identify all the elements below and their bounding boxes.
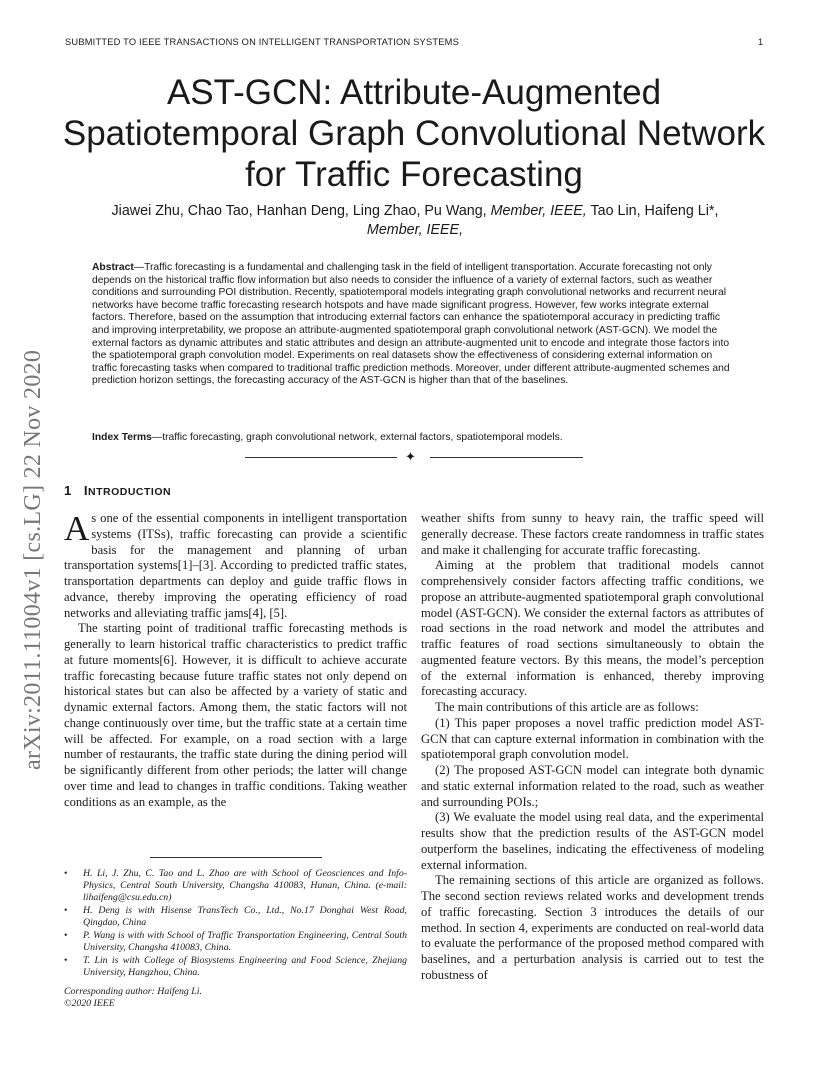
- paper-title: AST-GCN: Attribute-Augmented Spatiotemporal Graph Convolutional Network for Traffic Forecasting: [62, 73, 766, 194]
- separator-rule-right: [430, 457, 583, 458]
- footnote-item: • H. Li, J. Zhu, C. Tao and L. Zhao are with School of Geosciences and Info-Physics, Central South University, Changsha 410083, Hunan, China. (e-mail: lihaifeng@csu.edu.cn): [64, 868, 407, 903]
- corresponding-author: Corresponding author: Haifeng Li.: [64, 986, 202, 997]
- citation-link[interactable]: [1]–[3]: [177, 558, 214, 573]
- footnote-item: • P. Wang is with with School of Traffic Transportation Engineering, Central South University, Changsha 410083, China.: [64, 930, 407, 953]
- bullet-icon: •: [64, 930, 68, 941]
- author-names-a: Jiawei Zhu, Chao Tao, Hanhan Deng, Ling Zhao, Pu Wang,: [111, 203, 491, 219]
- abstract: [92, 262, 736, 388]
- footnote-correspondence: [64, 986, 407, 1010]
- separator-rule-left: [245, 457, 397, 458]
- bullet-icon: •: [64, 905, 68, 916]
- page-number: 1: [758, 37, 764, 47]
- citation-link[interactable]: [4]: [248, 605, 264, 620]
- index-terms-text: —traffic forecasting, graph convolutional network, external factors, spatiotemporal models.: [151, 432, 563, 443]
- footnote-item: • T. Lin is with College of Biosystems Engineering and Food Science, Zhejiang University, Hangzhou, China.: [64, 955, 407, 978]
- citation-link[interactable]: [6]: [159, 652, 175, 667]
- right-column: [421, 511, 764, 984]
- section-number: 1: [64, 483, 72, 498]
- paragraph: Aiming at the problem that traditional models cannot comprehensively consider factors affecting traffic conditions, we propose an attribute-augmented spatiotemporal graph convolutional model (AST-GCN). We consider the external factors as attributes of road sections in the road network and model the attributes and traffic features of road sections simultaneously to obtain the augmented feature vectors. By this means, the model’s perception of the external information is enhanced, thereby improving forecasting accuracy.: [421, 558, 764, 699]
- footnote-rule: [150, 857, 322, 858]
- paragraph: The starting point of traditional traffic forecasting methods is generally to learn historical traffic characteristics to predict traffic at future moments[6]. However, it is difficult to achieve accurate traffic forecasting because future traffic states not only depend on historical states but can also be affected by a variety of static and dynamic external factors. Among them, the static factors will not change continuously over time, but the traffic state at a certain time will be affected. For example, on a road section with a large number of restaurants, the traffic state during the dining period will be significantly different from other periods; the latter will change over time and lead to changes in traffic conditions. Taking weather conditions as an example, as the: [64, 621, 407, 809]
- paragraph: As one of the essential components in intelligent transportation systems (ITSs), traffic forecasting can provide a scientific basis for the management and planning of urban transportation systems[1]–[3]. According to predicted traffic states, transportation departments can deploy and guide traffic flows in advance, thereby improving the operating efficiency of road networks and alleviating traffic jams[4], [5].: [64, 509, 407, 620]
- section-title-rest: NTRODUCTION: [88, 486, 172, 498]
- dropcap: A: [64, 509, 90, 548]
- bullet-icon: •: [64, 868, 68, 879]
- paragraph: weather shifts from sunny to heavy rain, the traffic speed will generally decrease. These factors create randomness in traffic states and make it challenging for accurate traffic forecasting.: [421, 511, 764, 557]
- paragraph: (1) This paper proposes a novel traffic prediction model AST-GCN that can capture external information in combination with the spatiotemporal graph convolution model.: [421, 715, 764, 762]
- paragraph: (3) We evaluate the model using real data, and the experimental results show that the prediction results of the AST-GCN model outperform the baselines, indicating the effectiveness of modeling external information.: [421, 810, 764, 872]
- index-terms: [92, 431, 736, 444]
- section-heading: [64, 483, 171, 498]
- citation-link[interactable]: [5]: [269, 605, 285, 620]
- footnote-item: • H. Deng is with Hisense TransTech Co., Ltd., No.17 Donghai West Road, Qingdao, China: [64, 905, 407, 928]
- separator-diamond-icon: ✦: [405, 449, 416, 464]
- author-member-b: Member, IEEE,: [366, 222, 464, 238]
- left-column: [64, 511, 407, 810]
- paragraph: (2) The proposed AST-GCN model can integrate both dynamic and static external information related to the road, such as weather and surrounding POIs.;: [421, 763, 764, 809]
- author-list: [95, 202, 735, 240]
- author-names-b: Tao Lin, Haifeng Li*,: [586, 203, 719, 219]
- abstract-text: —Traffic forecasting is a fundamental and challenging task in the field of intelligent transportation. Accurate forecasting not only depends on the historical traffic flow information but also needs to consider the influence of a variety of external factors, such as weather conditions and surrounding POI distribution. Recently, spatiotemporal models integrating graph convolutional networks and recurrent neural networks have become traffic forecasting research hotspots and have made significant progress. However, few works integrate external factors. Therefore, based on the assumption that introducing external factors can enhance the spatiotemporal accuracy in predicting traffic and improving interpretability, we propose an attribute-augmented spatiotemporal graph convolutional network (AST-GCN). We model the external factors as dynamic attributes and static attributes and design an attribute-augmented unit to encode and integrate those factors into the spatiotemporal graph convolution model. Experiments on real datasets show the effectiveness of considering external information on traffic forecasting tasks when compared to traditional traffic prediction methods. Moreover, under different attribute-augmented schemes and prediction horizon settings, the forecasting accuracy of the AST-GCN is higher than that of the baselines.: [92, 262, 730, 387]
- abstract-label: Abstract: [92, 262, 134, 273]
- paragraph: The main contributions of this article are as follows:: [435, 700, 699, 714]
- running-head: SUBMITTED TO IEEE TRANSACTIONS ON INTELLIGENT TRANSPORTATION SYSTEMS: [65, 37, 459, 47]
- footnotes: [64, 868, 407, 980]
- paragraph: The remaining sections of this article are organized as follows. The second section reviews related works and development trends of traffic forecasting. Section 3 introduces the details of our method. In section 4, experiments are conducted on real-world data to evaluate the performance of the proposed method compared with baselines, and a perturbation analysis is carried out to test the robustness of: [421, 873, 764, 982]
- copyright-notice: ©2020 IEEE: [64, 998, 115, 1009]
- arxiv-side-stamp: arXiv:2011.11004v1 [cs.LG] 22 Nov 2020: [20, 349, 46, 770]
- index-terms-label: Index Terms: [92, 432, 152, 443]
- section-first-letter: I: [83, 483, 89, 498]
- author-member-a: Member, IEEE,: [490, 203, 587, 219]
- bullet-icon: •: [64, 955, 68, 966]
